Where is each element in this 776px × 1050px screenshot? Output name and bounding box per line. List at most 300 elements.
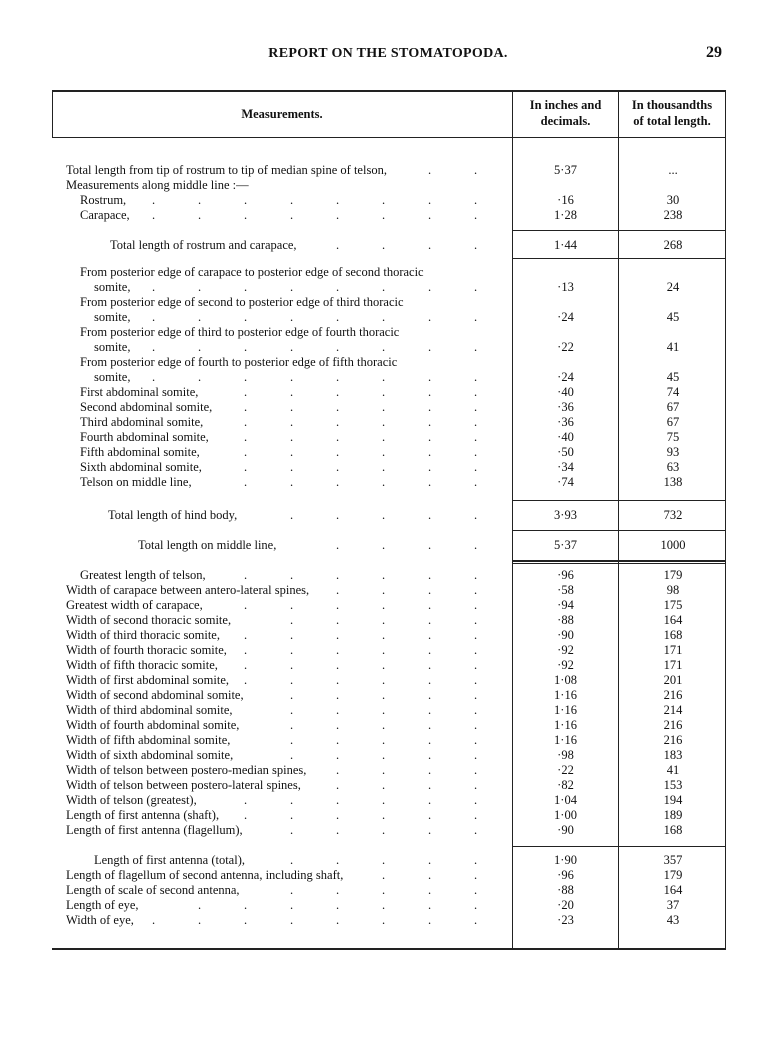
table-row (52, 613, 725, 628)
value-thousandths: 74 (666, 385, 680, 399)
leader-dot: . (382, 898, 386, 912)
leader-dot: . (428, 808, 432, 822)
value-thousandths: 175 (663, 598, 683, 612)
value-thousandths: 1000 (660, 538, 686, 552)
value-thousandths: 179 (663, 568, 683, 582)
leader-dot: . (198, 310, 202, 324)
leader-dot: . (152, 913, 156, 927)
value-inches: 1·16 (554, 733, 577, 747)
leader-dot: . (474, 868, 478, 882)
leader-dot: . (382, 193, 386, 207)
leader-dot: . (382, 688, 386, 702)
table-row (52, 163, 725, 178)
leader-dot: . (382, 310, 386, 324)
leader-dot: . (474, 415, 478, 429)
value-inches: ·92 (557, 643, 574, 657)
leader-dot: . (336, 430, 340, 444)
table-header-rule (52, 137, 726, 138)
leader-dot: . (474, 340, 478, 354)
leader-dot: . (152, 310, 156, 324)
value-inches: 1·16 (554, 703, 577, 717)
column-header-inches-line2: decimals. (540, 114, 591, 128)
leader-dot: . (244, 673, 248, 687)
leader-dot: . (474, 460, 478, 474)
leader-dot: . (382, 673, 386, 687)
leader-dot: . (336, 400, 340, 414)
leader-dot: . (336, 208, 340, 222)
leader-dot: . (290, 340, 294, 354)
leader-dot: . (382, 370, 386, 384)
value-inches: ·90 (557, 823, 574, 837)
value-inches: 5·37 (554, 163, 577, 177)
value-thousandths: 43 (666, 913, 680, 927)
leader-dot: . (474, 778, 478, 792)
table-row (52, 208, 725, 223)
leader-dot: . (474, 643, 478, 657)
row-label: Telson on middle line, (80, 475, 192, 489)
leader-dot: . (244, 628, 248, 642)
leader-dot: . (474, 898, 478, 912)
row-label: From posterior edge of second to posterior edge of third thoracic (80, 295, 404, 309)
leader-dot: . (336, 475, 340, 489)
row-label: Width of sixth abdominal somite, (66, 748, 234, 762)
leader-dot: . (474, 238, 478, 252)
table-row (52, 778, 725, 793)
table-row (52, 868, 725, 883)
leader-dot: . (428, 913, 432, 927)
leader-dot: . (474, 748, 478, 762)
value-thousandths: 214 (663, 703, 683, 717)
leader-dot: . (152, 193, 156, 207)
value-inches: ·74 (557, 475, 574, 489)
leader-dot: . (336, 385, 340, 399)
row-label: somite, (94, 310, 131, 324)
leader-dot: . (428, 658, 432, 672)
leader-dot: . (336, 628, 340, 642)
leader-dot: . (382, 853, 386, 867)
value-inches: 1·04 (554, 793, 577, 807)
leader-dot: . (474, 583, 478, 597)
row-label: Length of first antenna (total), (94, 853, 245, 867)
leader-dot: . (290, 643, 294, 657)
leader-dot: . (290, 613, 294, 627)
value-inches: ·50 (557, 445, 574, 459)
subtotal-rule (512, 530, 726, 531)
value-inches: ·24 (557, 370, 574, 384)
leader-dot: . (428, 628, 432, 642)
row-label: Rostrum, (80, 193, 127, 207)
value-inches: ·16 (557, 193, 574, 207)
leader-dot: . (290, 898, 294, 912)
row-label: Total length of hind body, (108, 508, 238, 522)
leader-dot: . (336, 853, 340, 867)
row-label: Length of scale of second antenna, (66, 883, 240, 897)
row-label: Greatest width of carapace, (66, 598, 203, 612)
value-thousandths: 98 (666, 583, 680, 597)
row-label: Total length of rostrum and carapace, (110, 238, 297, 252)
row-label: Carapace, (80, 208, 130, 222)
row-label: First abdominal somite, (80, 385, 199, 399)
leader-dot: . (336, 778, 340, 792)
leader-dot: . (428, 445, 432, 459)
leader-dot: . (428, 793, 432, 807)
value-inches: 1·08 (554, 673, 577, 687)
leader-dot: . (382, 613, 386, 627)
leader-dot: . (290, 628, 294, 642)
leader-dot: . (336, 193, 340, 207)
leader-dot: . (336, 445, 340, 459)
table-row (52, 748, 725, 763)
leader-dot: . (382, 823, 386, 837)
value-inches: 5·37 (554, 538, 577, 552)
leader-dot: . (474, 628, 478, 642)
leader-dot: . (244, 643, 248, 657)
leader-dot: . (336, 460, 340, 474)
leader-dot: . (382, 460, 386, 474)
table-row (52, 883, 725, 898)
leader-dot: . (336, 613, 340, 627)
value-inches: ·23 (557, 913, 574, 927)
value-thousandths: 238 (663, 208, 683, 222)
row-label: Width of telson between postero-lateral spines, (66, 778, 301, 792)
table-row (52, 475, 725, 490)
value-inches: 1·00 (554, 808, 577, 822)
leader-dot: . (382, 568, 386, 582)
leader-dot: . (290, 445, 294, 459)
leader-dot: . (474, 400, 478, 414)
leader-dot: . (336, 538, 340, 552)
leader-dot: . (382, 280, 386, 294)
leader-dot: . (290, 733, 294, 747)
table-row (52, 400, 725, 415)
row-label: Length of first antenna (shaft), (66, 808, 220, 822)
table-row (52, 688, 725, 703)
value-thousandths: 45 (666, 370, 680, 384)
row-label: Fourth abdominal somite, (80, 430, 209, 444)
leader-dot: . (474, 763, 478, 777)
table-row (52, 823, 725, 838)
value-inches: ·22 (557, 763, 574, 777)
table-row (52, 370, 725, 385)
value-thousandths: 67 (666, 415, 680, 429)
leader-dot: . (336, 643, 340, 657)
table-row (52, 508, 725, 523)
leader-dot: . (290, 808, 294, 822)
page-header-title: REPORT ON THE STOMATOPODA. (268, 46, 508, 61)
row-label: Third abdominal somite, (80, 415, 204, 429)
leader-dot: . (244, 658, 248, 672)
row-label: Greatest length of telson, (80, 568, 206, 582)
leader-dot: . (198, 898, 202, 912)
leader-dot: . (474, 280, 478, 294)
leader-dot: . (382, 385, 386, 399)
leader-dot: . (474, 613, 478, 627)
leader-dot: . (428, 898, 432, 912)
leader-dot: . (428, 193, 432, 207)
subtotal-rule (512, 563, 726, 564)
leader-dot: . (382, 430, 386, 444)
table-row (52, 430, 725, 445)
value-thousandths: 189 (663, 808, 683, 822)
table-row (52, 658, 725, 673)
leader-dot: . (244, 808, 248, 822)
leader-dot: . (244, 460, 248, 474)
value-inches: 1·44 (554, 238, 577, 252)
value-thousandths: 168 (663, 823, 683, 837)
table-row (52, 310, 725, 325)
value-thousandths: 164 (663, 613, 683, 627)
leader-dot: . (382, 475, 386, 489)
row-label: somite, (94, 280, 131, 294)
value-thousandths: 194 (663, 793, 683, 807)
leader-dot: . (290, 460, 294, 474)
leader-dot: . (336, 658, 340, 672)
leader-dot: . (382, 718, 386, 732)
leader-dot: . (336, 763, 340, 777)
value-inches: ·34 (557, 460, 574, 474)
value-thousandths: 37 (666, 898, 680, 912)
leader-dot: . (382, 628, 386, 642)
leader-dot: . (428, 823, 432, 837)
leader-dot: . (428, 340, 432, 354)
leader-dot: . (290, 415, 294, 429)
leader-dot: . (244, 913, 248, 927)
row-label: Second abdominal somite, (80, 400, 213, 414)
leader-dot: . (244, 370, 248, 384)
leader-dot: . (336, 568, 340, 582)
leader-dot: . (152, 370, 156, 384)
leader-dot: . (428, 163, 432, 177)
leader-dot: . (336, 748, 340, 762)
value-inches: ·90 (557, 628, 574, 642)
row-label: somite, (94, 340, 131, 354)
column-header-thousandths (619, 97, 725, 129)
row-label: Width of third abdominal somite, (66, 703, 233, 717)
leader-dot: . (474, 475, 478, 489)
value-thousandths: 171 (663, 643, 683, 657)
value-thousandths: 24 (666, 280, 680, 294)
leader-dot: . (336, 583, 340, 597)
value-thousandths: 45 (666, 310, 680, 324)
value-thousandths: 153 (663, 778, 683, 792)
leader-dot: . (290, 823, 294, 837)
table-row (52, 538, 725, 553)
leader-dot: . (382, 400, 386, 414)
leader-dot: . (474, 598, 478, 612)
leader-dot: . (474, 733, 478, 747)
row-label: Width of carapace between antero-lateral spines, (66, 583, 310, 597)
row-label: Measurements along middle line :— (66, 178, 249, 192)
table-row (52, 355, 725, 370)
leader-dot: . (474, 658, 478, 672)
subtotal-rule (512, 560, 726, 562)
subtotal-rule (512, 500, 726, 501)
leader-dot: . (382, 415, 386, 429)
table-row (52, 568, 725, 583)
leader-dot: . (428, 538, 432, 552)
row-label: Width of fifth abdominal somite, (66, 733, 231, 747)
table-row (52, 415, 725, 430)
leader-dot: . (152, 208, 156, 222)
leader-dot: . (474, 883, 478, 897)
table-row (52, 178, 725, 193)
leader-dot: . (428, 508, 432, 522)
leader-dot: . (428, 583, 432, 597)
leader-dot: . (244, 208, 248, 222)
value-inches: ·36 (557, 400, 574, 414)
row-label: Width of eye, (66, 913, 134, 927)
value-thousandths: 63 (666, 460, 680, 474)
leader-dot: . (474, 913, 478, 927)
leader-dot: . (428, 460, 432, 474)
value-inches: ·98 (557, 748, 574, 762)
row-label: Total length on middle line, (138, 538, 277, 552)
leader-dot: . (290, 310, 294, 324)
value-thousandths: 75 (666, 430, 680, 444)
leader-dot: . (428, 673, 432, 687)
page-number: 29 (706, 44, 722, 61)
leader-dot: . (336, 238, 340, 252)
leader-dot: . (290, 853, 294, 867)
leader-dot: . (290, 385, 294, 399)
table-row (52, 598, 725, 613)
value-inches: ·82 (557, 778, 574, 792)
leader-dot: . (428, 703, 432, 717)
leader-dot: . (428, 430, 432, 444)
leader-dot: . (336, 898, 340, 912)
subtotal-rule (512, 230, 726, 231)
row-label: Sixth abdominal somite, (80, 460, 202, 474)
table-row (52, 460, 725, 475)
value-thousandths: 357 (663, 853, 683, 867)
leader-dot: . (336, 340, 340, 354)
value-inches: 1·28 (554, 208, 577, 222)
leader-dot: . (382, 583, 386, 597)
table-row (52, 703, 725, 718)
leader-dot: . (382, 238, 386, 252)
leader-dot: . (474, 703, 478, 717)
leader-dot: . (198, 280, 202, 294)
value-thousandths: 179 (663, 868, 683, 882)
row-label: From posterior edge of third to posterior edge of fourth thoracic (80, 325, 400, 339)
value-inches: ·92 (557, 658, 574, 672)
leader-dot: . (244, 568, 248, 582)
table-row (52, 193, 725, 208)
subtotal-rule (512, 258, 726, 259)
table-row (52, 793, 725, 808)
leader-dot: . (382, 748, 386, 762)
table-row (52, 280, 725, 295)
leader-dot: . (428, 883, 432, 897)
leader-dot: . (290, 718, 294, 732)
leader-dot: . (290, 370, 294, 384)
leader-dot: . (290, 658, 294, 672)
leader-dot: . (382, 763, 386, 777)
leader-dot: . (474, 808, 478, 822)
column-header-thousandths-line2: of total length. (633, 114, 711, 128)
leader-dot: . (336, 673, 340, 687)
value-thousandths: 216 (663, 688, 683, 702)
leader-dot: . (336, 688, 340, 702)
leader-dot: . (474, 430, 478, 444)
leader-dot: . (198, 193, 202, 207)
leader-dot: . (474, 445, 478, 459)
leader-dot: . (244, 898, 248, 912)
table-row (52, 718, 725, 733)
leader-dot: . (474, 673, 478, 687)
row-label: somite, (94, 370, 131, 384)
leader-dot: . (428, 598, 432, 612)
leader-dot: . (336, 883, 340, 897)
leader-dot: . (198, 208, 202, 222)
leader-dot: . (244, 598, 248, 612)
leader-dot: . (244, 280, 248, 294)
leader-dot: . (428, 688, 432, 702)
leader-dot: . (336, 823, 340, 837)
leader-dot: . (474, 718, 478, 732)
leader-dot: . (290, 208, 294, 222)
leader-dot: . (474, 793, 478, 807)
column-header-measurements: Measurements. (241, 107, 323, 121)
row-label: Width of first abdominal somite, (66, 673, 230, 687)
leader-dot: . (428, 763, 432, 777)
row-label: Width of fifth thoracic somite, (66, 658, 218, 672)
row-label: From posterior edge of fourth to posterior edge of fifth thoracic (80, 355, 398, 369)
table-row (52, 733, 725, 748)
leader-dot: . (382, 703, 386, 717)
leader-dot: . (336, 913, 340, 927)
value-inches: ·40 (557, 385, 574, 399)
value-inches: ·13 (557, 280, 574, 294)
table-row (52, 445, 725, 460)
leader-dot: . (428, 778, 432, 792)
leader-dot: . (474, 823, 478, 837)
leader-dot: . (428, 613, 432, 627)
value-thousandths: 201 (663, 673, 683, 687)
row-label: Width of second thoracic somite, (66, 613, 232, 627)
value-inches: 1·16 (554, 718, 577, 732)
leader-dot: . (244, 430, 248, 444)
row-label: From posterior edge of carapace to posterior edge of second thoracic (80, 265, 424, 279)
leader-dot: . (474, 568, 478, 582)
leader-dot: . (290, 430, 294, 444)
value-inches: ·22 (557, 340, 574, 354)
table-row (52, 628, 725, 643)
value-thousandths: 183 (663, 748, 683, 762)
leader-dot: . (382, 340, 386, 354)
leader-dot: . (428, 310, 432, 324)
leader-dot: . (152, 340, 156, 354)
leader-dot: . (336, 598, 340, 612)
leader-dot: . (290, 703, 294, 717)
value-inches: ·94 (557, 598, 574, 612)
value-thousandths: 67 (666, 400, 680, 414)
value-inches: ·88 (557, 613, 574, 627)
leader-dot: . (244, 475, 248, 489)
leader-dot: . (428, 643, 432, 657)
leader-dot: . (428, 238, 432, 252)
row-label: Width of fourth thoracic somite, (66, 643, 227, 657)
leader-dot: . (244, 385, 248, 399)
leader-dot: . (382, 508, 386, 522)
value-inches: ·96 (557, 568, 574, 582)
leader-dot: . (198, 340, 202, 354)
value-inches: ·36 (557, 415, 574, 429)
leader-dot: . (290, 673, 294, 687)
leader-dot: . (336, 508, 340, 522)
row-label: Length of eye, (66, 898, 139, 912)
value-thousandths: 30 (666, 193, 680, 207)
